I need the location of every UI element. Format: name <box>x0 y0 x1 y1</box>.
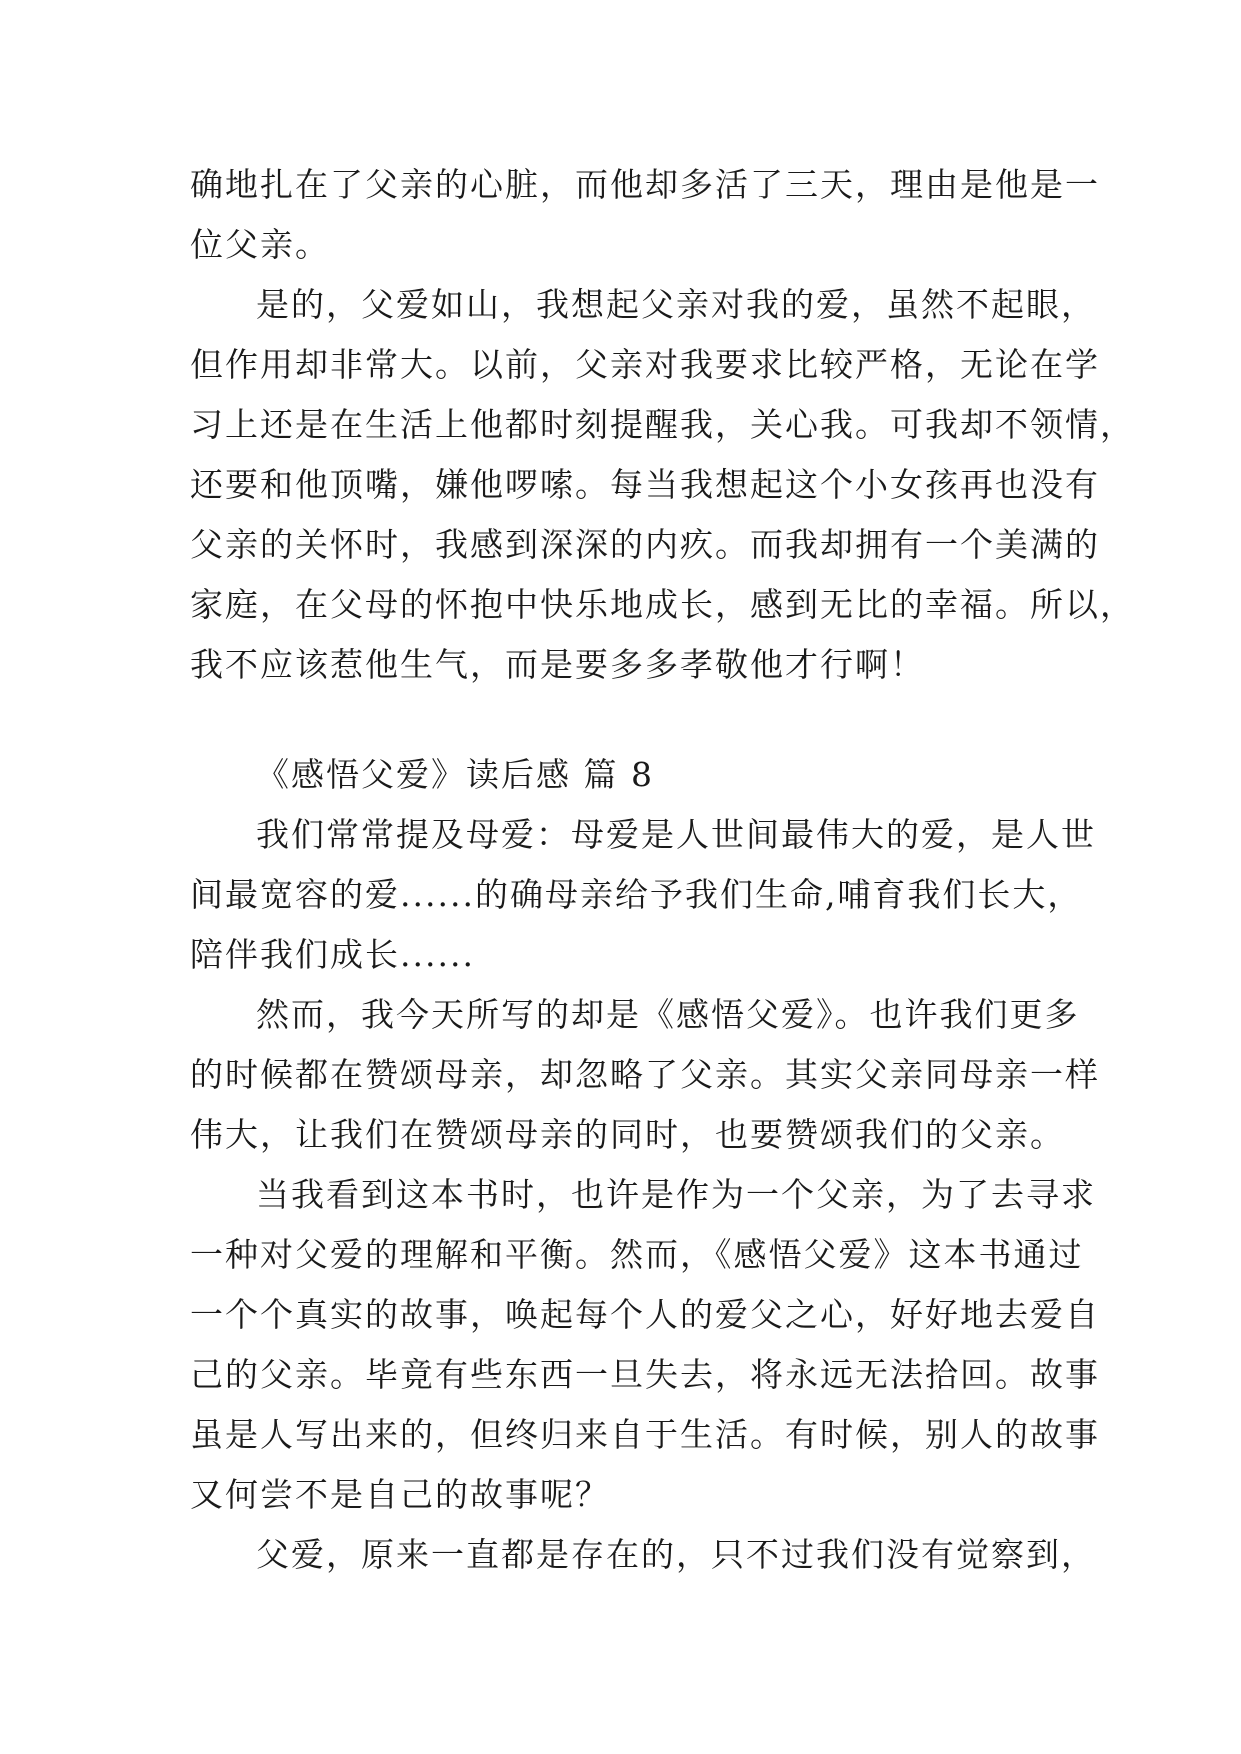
section-heading: 《感悟父爱》读后感 篇 8 <box>256 755 654 794</box>
text-line: 我不应该惹他生气，而是要多多孝敬他才行啊！ <box>190 645 925 684</box>
text-line: 间最宽容的爱......的确母亲给予我们生命,哺育我们长大， <box>190 875 1083 914</box>
text-line: 一种对父爱的理解和平衡。然而，《感悟父爱》这本书通过 <box>190 1235 1084 1274</box>
text-line: 己的父亲。毕竟有些东西一旦失去，将永远无法拾回。故事 <box>190 1355 1100 1394</box>
paragraph-start: 是的，父爱如山，我想起父亲对我的爱，虽然不起眼， <box>256 285 1096 324</box>
text-line: 父亲的关怀时，我感到深深的内疚。而我却拥有一个美满的 <box>190 525 1100 564</box>
paragraph-start: 父爱，原来一直都是存在的，只不过我们没有觉察到， <box>256 1535 1096 1574</box>
text-line: 但作用却非常大。以前，父亲对我要求比较严格，无论在学 <box>190 345 1100 384</box>
paragraph-start: 我们常常提及母爱：母爱是人世间最伟大的爱，是人世 <box>256 815 1096 854</box>
text-line: 习上还是在生活上他都时刻提醒我，关心我。可我却不领情， <box>190 405 1135 444</box>
paragraph-start: 当我看到这本书时，也许是作为一个父亲，为了去寻求 <box>256 1175 1096 1214</box>
text-line: 伟大，让我们在赞颂母亲的同时，也要赞颂我们的父亲。 <box>190 1115 1065 1154</box>
paragraph-start: 然而，我今天所写的却是《感悟父爱》。也许我们更多 <box>256 995 1080 1034</box>
text-line: 的时候都在赞颂母亲，却忽略了父亲。其实父亲同母亲一样 <box>190 1055 1100 1094</box>
text-line: 还要和他顶嘴，嫌他啰嗦。每当我想起这个小女孩再也没有 <box>190 465 1100 504</box>
text-line: 又何尝不是自己的故事呢？ <box>190 1475 610 1514</box>
text-line: 位父亲。 <box>190 225 330 264</box>
text-line: 确地扎在了父亲的心脏，而他却多活了三天，理由是他是一 <box>190 165 1100 204</box>
text-line: 一个个真实的故事，唤起每个人的爱父之心，好好地去爱自 <box>190 1295 1100 1334</box>
text-line: 家庭，在父母的怀抱中快乐地成长，感到无比的幸福。所以， <box>190 585 1135 624</box>
text-line: 陪伴我们成长...... <box>190 935 475 974</box>
text-line: 虽是人写出来的，但终归来自于生活。有时候，别人的故事 <box>190 1415 1100 1454</box>
